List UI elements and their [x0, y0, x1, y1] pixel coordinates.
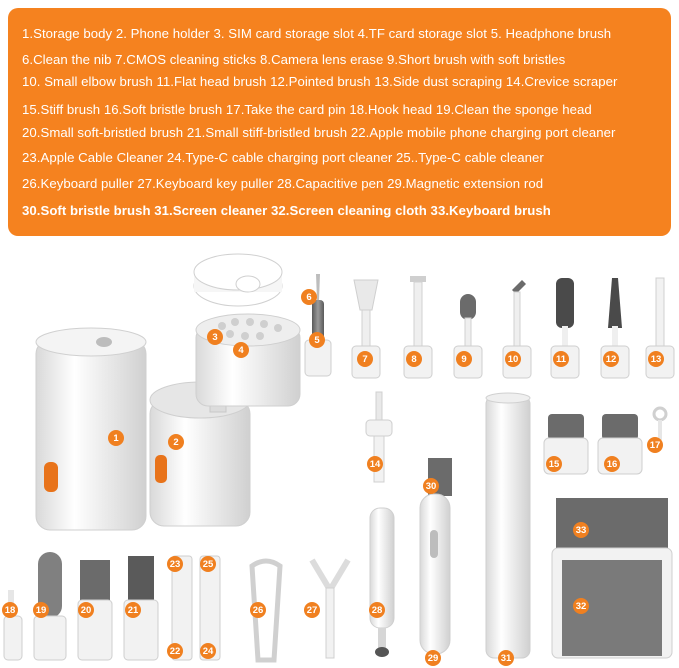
badge-1: 1 — [108, 430, 124, 446]
badge-27: 27 — [304, 602, 320, 618]
badge-13: 13 — [648, 351, 664, 367]
hook-head — [4, 590, 22, 660]
legend-line-4: 15.Stiff brush 16.Soft bristle brush 17.Take the card pin 18.Hook head 19.Clean the sponge head — [22, 102, 592, 117]
badge-17: 17 — [647, 437, 663, 453]
badge-12: 12 — [603, 351, 619, 367]
card-pin — [654, 408, 666, 440]
badge-29: 29 — [425, 650, 441, 666]
legend-line-7: 26.Keyboard puller 27.Keyboard key puller 28.Capacitive pen 29.Magnetic extension rod — [22, 176, 544, 191]
badge-3: 3 — [207, 329, 223, 345]
badge-28: 28 — [369, 602, 385, 618]
badge-19: 19 — [33, 602, 49, 618]
badge-4: 4 — [233, 342, 249, 358]
screen-cleaner — [486, 393, 530, 658]
badge-26: 26 — [250, 602, 266, 618]
legend-line-8: 30.Soft bristle brush 31.Screen cleaner 32.Screen cleaning cloth 33.Keyboard brush — [22, 203, 551, 218]
badge-11: 11 — [553, 351, 569, 367]
storage-body — [36, 328, 146, 530]
badge-32: 32 — [573, 598, 589, 614]
legend-line-5: 20.Small soft-bristled brush 21.Small stiff-bristled brush 22.Apple mobile phone charging port cleaner — [22, 125, 616, 140]
badge-21: 21 — [125, 602, 141, 618]
legend-line-1: 1.Storage body 2. Phone holder 3. SIM card storage slot 4.TF card storage slot 5. Headphone brush — [22, 26, 612, 41]
badge-16: 16 — [604, 456, 620, 472]
keyboard-brush — [552, 498, 672, 658]
badge-8: 8 — [406, 351, 422, 367]
badge-9: 9 — [456, 351, 472, 367]
legend-line-3: 10. Small elbow brush 11.Flat head brush 12.Pointed brush 13.Side dust scraping 14.Crevice scraper — [22, 74, 618, 89]
badge-30: 30 — [423, 478, 439, 494]
badge-7: 7 — [357, 351, 373, 367]
legend-line-6: 23.Apple Cable Cleaner 24.Type-C cable charging port cleaner 25..Type-C cable cleaner — [22, 150, 544, 165]
badge-2: 2 — [168, 434, 184, 450]
badge-6: 6 — [301, 289, 317, 305]
badge-10: 10 — [505, 351, 521, 367]
badge-5: 5 — [309, 332, 325, 348]
badge-20: 20 — [78, 602, 94, 618]
badge-18: 18 — [2, 602, 18, 618]
badge-33: 33 — [573, 522, 589, 538]
badge-24: 24 — [200, 643, 216, 659]
badge-15: 15 — [546, 456, 562, 472]
badge-14: 14 — [367, 456, 383, 472]
badge-25: 25 — [200, 556, 216, 572]
badge-31: 31 — [498, 650, 514, 666]
legend-line-2: 6.Clean the nib 7.CMOS cleaning sticks 8.Camera lens erase 9.Short brush with soft bristles — [22, 52, 566, 67]
storage-top — [196, 314, 300, 406]
storage-lid — [194, 254, 282, 306]
badge-22: 22 — [167, 643, 183, 659]
badge-23: 23 — [167, 556, 183, 572]
capacitive-pen — [370, 508, 394, 657]
